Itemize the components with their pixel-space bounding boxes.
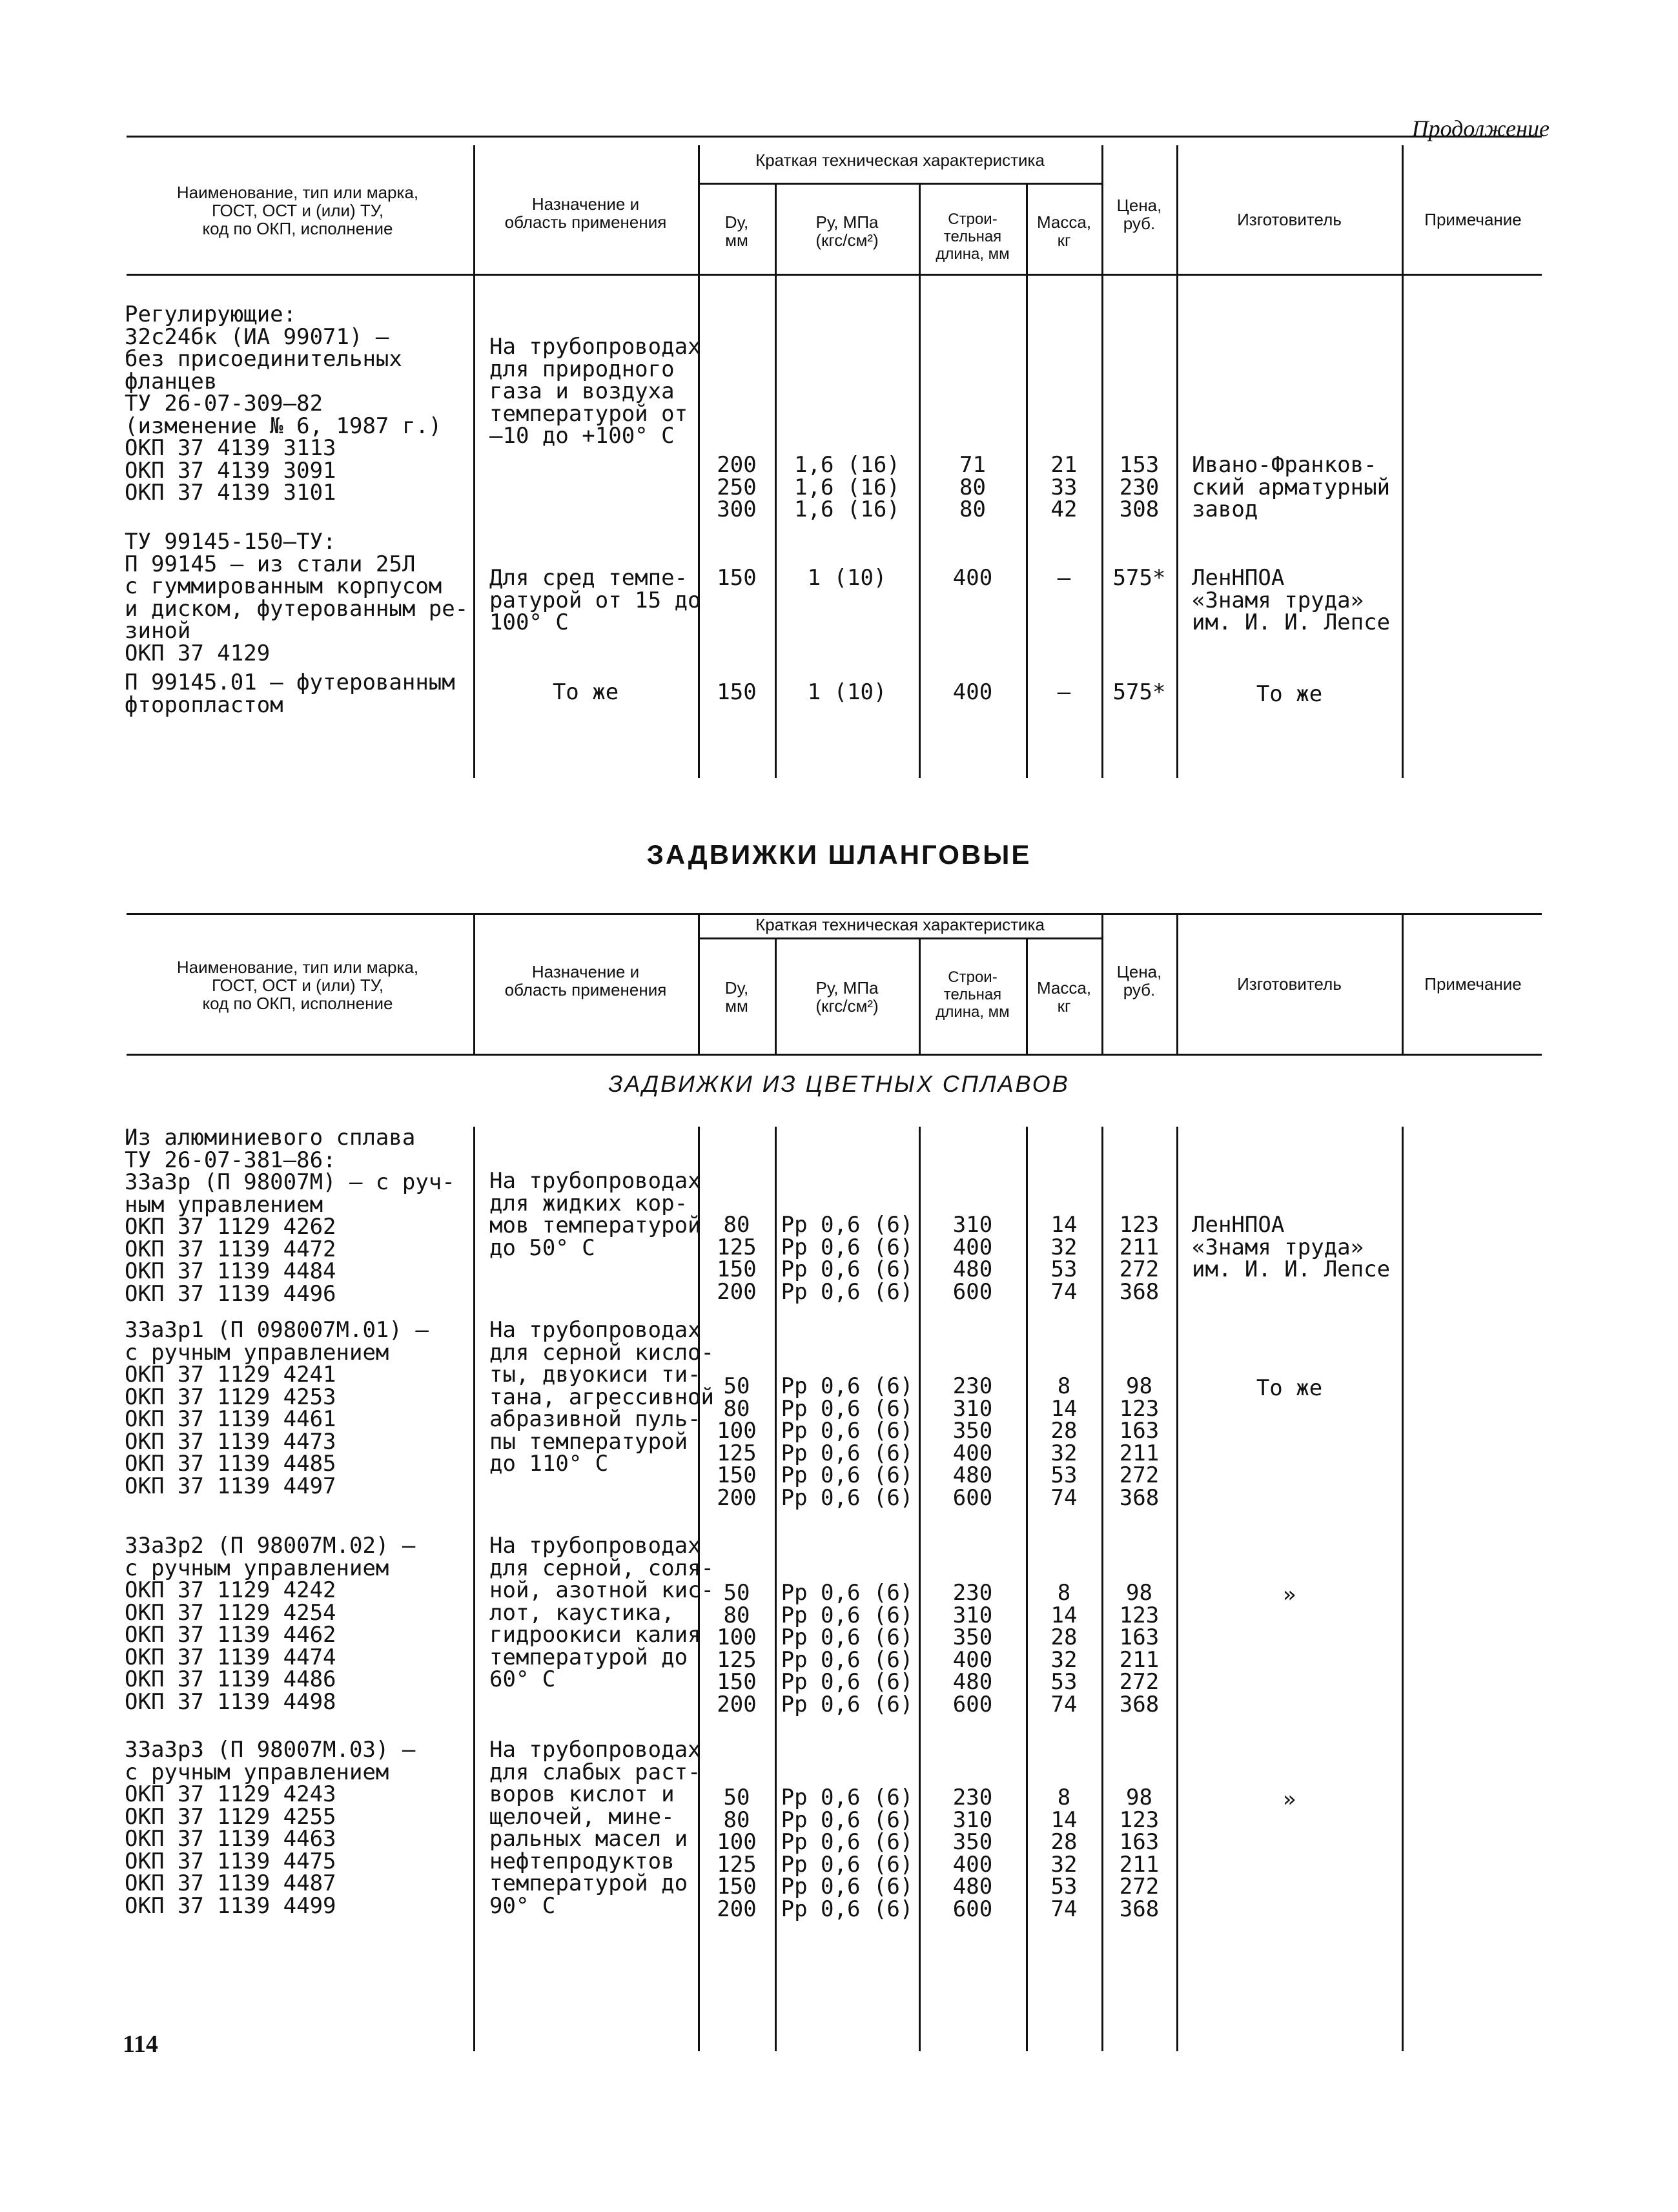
- table-2-col-divider: [1101, 1127, 1103, 2051]
- header-length: Строи- тельная длина, мм: [936, 210, 1010, 263]
- row-length: 310 400 480 600: [952, 1212, 993, 1305]
- table-1-col-divider: [919, 183, 921, 778]
- row-mass: 8 14 28 32 53 74: [1050, 1373, 1078, 1511]
- header-mass: Масса, кг: [1036, 978, 1092, 1016]
- row-purpose: На трубопроводах для серной кисло- ты, двуокиси ти- тана, агрессивной абразивной пуль- пы температурой до 110° С: [489, 1317, 714, 1477]
- table-2-col-divider: [775, 1127, 777, 2051]
- row-py: Pр 0,6 (6) Pр 0,6 (6) Pр 0,6 (6) Pр 0,6 (6) Pр 0,6 (6) Pр 0,6 (6): [781, 1373, 914, 1511]
- row-length: 400: [952, 565, 993, 591]
- row-maker: »: [1282, 1582, 1296, 1608]
- row-purpose: На трубопроводах для жидких кор- мов температурой до 50° С: [489, 1168, 701, 1261]
- row-py: Pр 0,6 (6) Pр 0,6 (6) Pр 0,6 (6) Pр 0,6 (6) Pр 0,6 (6) Pр 0,6 (6): [781, 1580, 914, 1717]
- table-2-col-divider: [1101, 913, 1103, 1054]
- header-name: Наименование, тип или марка, ГОСТ, ОСТ и (или) ТУ, код по ОКП, исполнение: [176, 958, 419, 1013]
- row-purpose: На трубопроводах для серной, соля- ной, азотной кис- лот, каустика, гидроокиси калия температурой до 60° С: [489, 1533, 714, 1692]
- row-py: 1,6 (16) 1,6 (16) 1,6 (16): [794, 452, 900, 522]
- row-dy: 150: [717, 679, 757, 705]
- row-length: 71 80 80: [959, 452, 986, 522]
- row-price: 98 123 163 211 272 368: [1119, 1580, 1160, 1717]
- row-dy: 50 80 100 125 150 200: [717, 1580, 757, 1717]
- table-2-col-divider: [1176, 1127, 1178, 2051]
- row-name: 33а3р3 (П 98007М.03) — с ручным управлением ОКП 37 1129 4243 ОКП 37 1129 4255 ОКП 37 1139 4463 ОКП 37 1139 4475 ОКП 37 1139 4487 ОКП 37 1139 4499: [125, 1737, 416, 1919]
- row-purpose: На трубопроводах для слабых раст- воров кислот и щелочей, мине- ральных масел и нефтепродуктов температурой до 90° С: [489, 1737, 701, 1919]
- header-length: Строи- тельная длина, мм: [936, 968, 1010, 1021]
- table-1-top-rule: [127, 136, 1542, 138]
- row-maker: ЛенНПОА «Знамя труда» им. И. И. Лепсе: [1192, 565, 1391, 635]
- row-dy: 200 250 300: [717, 452, 757, 522]
- row-maker: Ивано-Франков- ский арматурный завод: [1192, 452, 1391, 522]
- section-subtitle: ЗАДВИЖКИ ИЗ ЦВЕТНЫХ СПЛАВОВ: [608, 1070, 1070, 1097]
- header-purpose: Назначение и область применения: [504, 962, 667, 999]
- row-price: 153 230 308: [1119, 452, 1160, 522]
- row-dy: 150: [717, 565, 757, 591]
- header-price: Цена, руб.: [1116, 962, 1162, 999]
- row-purpose: То же: [552, 679, 619, 705]
- row-mass: 8 14 28 32 53 74: [1050, 1785, 1078, 1922]
- row-price: 575*: [1112, 679, 1166, 705]
- header-dy: Dу, мм: [724, 978, 749, 1016]
- row-mass: 21 33 42: [1050, 452, 1078, 522]
- table-1-col-divider: [473, 145, 475, 778]
- row-dy: 80 125 150 200: [717, 1212, 757, 1305]
- row-name: ТУ 99145-150—ТУ: П 99145 — из стали 25Л с гуммированным корпусом и диском, футерованным ре- зиной ОКП 37 4129: [125, 529, 469, 666]
- continuation-label: Продолжение: [1411, 116, 1550, 141]
- row-name: Из алюминиевого сплава ТУ 26-07-381—86: 33а3р (П 98007М) — с руч- ным управлением ОКП 37 1129 4262 ОКП 37 1139 4472 ОКП 37 1139 4484 ОКП 37 1139 4496: [125, 1125, 455, 1307]
- header-note: Примечание: [1424, 210, 1522, 229]
- table-1-col-divider: [1101, 145, 1103, 778]
- header-py: Pу, МПа (кгс/см²): [815, 212, 879, 250]
- table-2-col-divider: [1026, 937, 1028, 1054]
- table-2-col-divider: [919, 1127, 921, 2051]
- row-py: Pр 0,6 (6) Pр 0,6 (6) Pр 0,6 (6) Pр 0,6 (6) Pр 0,6 (6) Pр 0,6 (6): [781, 1785, 914, 1922]
- row-length: 230 310 350 400 480 600: [952, 1785, 993, 1922]
- row-length: 230 310 350 400 480 600: [952, 1373, 993, 1511]
- header-py: Pу, МПа (кгс/см²): [815, 978, 879, 1016]
- header-name: Наименование, тип или марка, ГОСТ, ОСТ и (или) ТУ, код по ОКП, исполнение: [176, 183, 419, 238]
- table-2-col-divider: [919, 937, 921, 1054]
- table-2-col-divider: [473, 913, 475, 1054]
- header-purpose: Назначение и область применения: [504, 194, 667, 232]
- table-2-col-divider: [1402, 913, 1404, 1054]
- table-2-col-divider: [1176, 913, 1178, 1054]
- table-2-header-rule: [127, 1054, 1542, 1056]
- table-1-col-divider: [1176, 145, 1178, 778]
- row-name: Регулирующие: 32с24бк (ИА 99071) — без присоединительных фланцев ТУ 26-07-309—82 (изменение № 6, 1987 г.) ОКП 37 4139 3113 ОКП 37 4139 3091 ОКП 37 4139 3101: [125, 302, 442, 506]
- row-name: П 99145.01 — футерованным фторопластом: [125, 670, 455, 718]
- row-length: 400: [952, 679, 993, 705]
- table-2-col-divider: [775, 937, 777, 1054]
- table-1-col-divider: [775, 183, 777, 778]
- row-name: 33а3р2 (П 98007М.02) — с ручным управлением ОКП 37 1129 4242 ОКП 37 1129 4254 ОКП 37 1139 4462 ОКП 37 1139 4474 ОКП 37 1139 4486 ОКП 37 1139 4498: [125, 1533, 416, 1715]
- header-maker: Изготовитель: [1237, 210, 1342, 229]
- table-1-col-divider: [1402, 145, 1404, 778]
- row-maker: То же: [1256, 1375, 1323, 1401]
- table-2-group-rule: [699, 937, 1101, 939]
- header-price: Цена, руб.: [1116, 196, 1162, 233]
- table-1-col-divider: [1026, 183, 1028, 778]
- row-maker: ЛенНПОА «Знамя труда» им. И. И. Лепсе: [1192, 1212, 1391, 1282]
- row-py: 1 (10): [807, 565, 887, 591]
- table-2-col-divider: [473, 1127, 475, 2051]
- header-note: Примечание: [1424, 974, 1522, 994]
- header-tech-group: Краткая техническая характеристика: [755, 150, 1045, 170]
- row-mass: —: [1057, 565, 1071, 591]
- row-price: 98 123 163 211 272 368: [1119, 1373, 1160, 1511]
- row-mass: 14 32 53 74: [1050, 1212, 1078, 1305]
- table-1-col-divider: [698, 145, 700, 778]
- header-maker: Изготовитель: [1237, 974, 1342, 994]
- row-maker: То же: [1256, 681, 1323, 707]
- header-dy: Dу, мм: [724, 212, 749, 250]
- row-price: 98 123 163 211 272 368: [1119, 1785, 1160, 1922]
- row-length: 230 310 350 400 480 600: [952, 1580, 993, 1717]
- row-mass: —: [1057, 679, 1071, 705]
- table-2-col-divider: [1402, 1127, 1404, 2051]
- row-dy: 50 80 100 125 150 200: [717, 1785, 757, 1922]
- table-2-col-divider: [698, 913, 700, 1054]
- table-1-group-rule: [699, 183, 1101, 185]
- row-py: 1 (10): [807, 679, 887, 705]
- header-mass: Масса, кг: [1036, 212, 1092, 250]
- page-number: 114: [123, 2031, 158, 2058]
- section-title: ЗАДВИЖКИ ШЛАНГОВЫЕ: [646, 839, 1032, 870]
- row-purpose: Для сред темпе- ратурой от 15 до 100° С: [489, 565, 701, 635]
- row-price: 123 211 272 368: [1119, 1212, 1160, 1305]
- table-1-header-rule: [127, 274, 1542, 276]
- row-purpose: На трубопроводах для природного газа и воздуха температурой от —10 до +100° С: [489, 334, 701, 449]
- row-name: 33а3р1 (П 098007М.01) — с ручным управлением ОКП 37 1129 4241 ОКП 37 1129 4253 ОКП 37 1139 4461 ОКП 37 1139 4473 ОКП 37 1139 4485 ОКП 37 1139 4497: [125, 1317, 429, 1499]
- row-dy: 50 80 100 125 150 200: [717, 1373, 757, 1511]
- table-2-col-divider: [1026, 1127, 1028, 2051]
- header-tech-group: Краткая техническая характеристика: [755, 915, 1045, 934]
- row-mass: 8 14 28 32 53 74: [1050, 1580, 1078, 1717]
- row-py: Pр 0,6 (6) Pр 0,6 (6) Pр 0,6 (6) Pр 0,6 (6): [781, 1212, 914, 1305]
- row-maker: »: [1282, 1787, 1296, 1812]
- row-price: 575*: [1112, 565, 1166, 591]
